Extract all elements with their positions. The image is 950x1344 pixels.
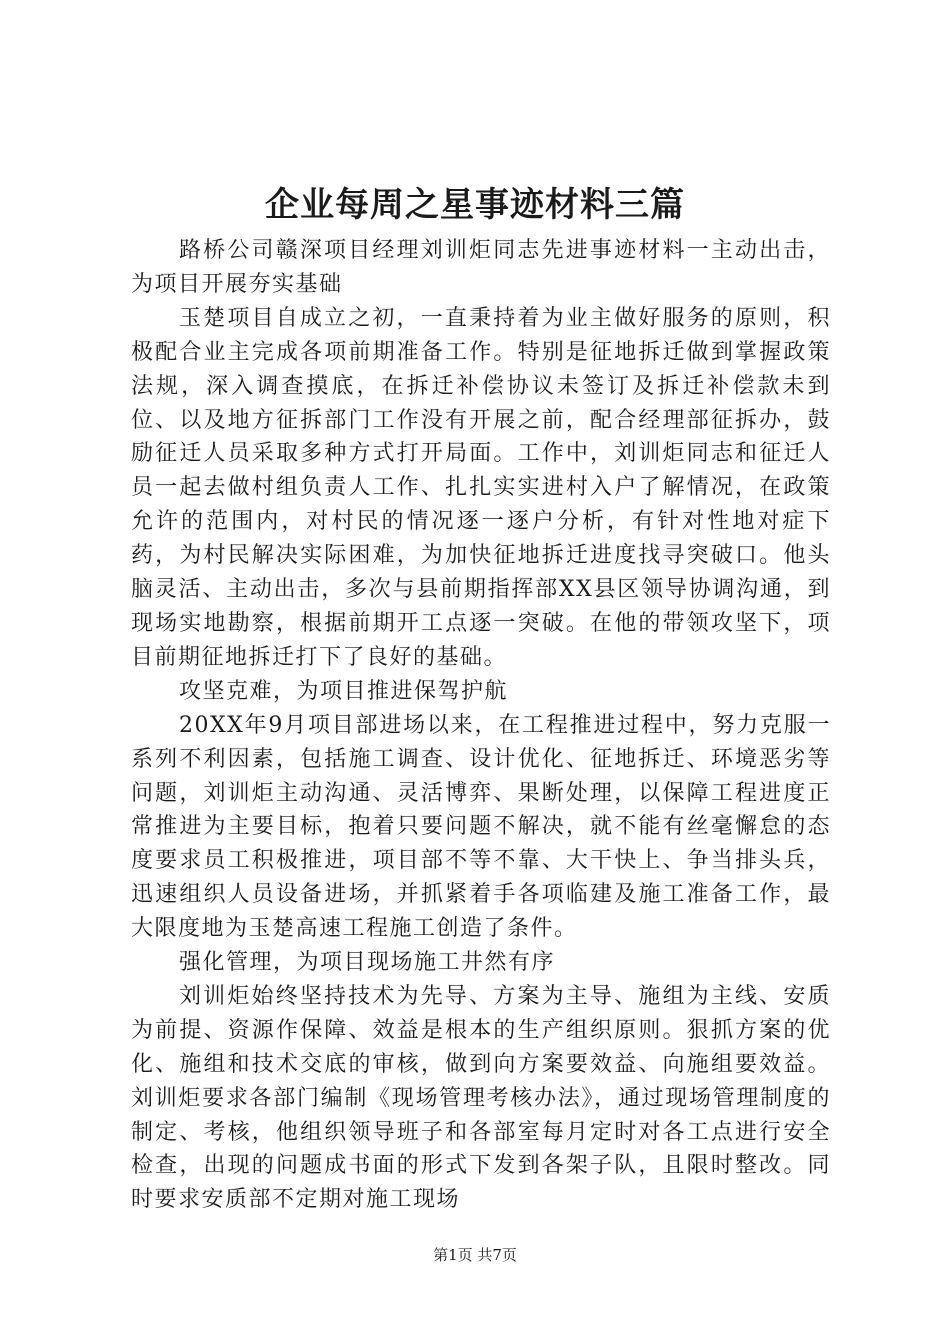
section-heading: 强化管理，为项目现场施工井然有序: [179, 950, 556, 976]
page-number: 第1页 共7页: [433, 1246, 517, 1264]
paragraph: 20XX年9月项目部进场以来，在工程推进过程中，努力克服一系列不利因素，包括施工调查、设计优化、征地拆迁、环境恶劣等问题，刘训炬主动沟通、灵活博弈、果断处理，以保障工程进度正常推进为主要目标，抱着只要问题不解决，就不能有丝毫懈怠的态度要求员工积极推进，项目部不等不靠、大干快上、争当排头兵，迅速组织人员设备进场，并抓紧着手各项临建及施工准备工作，最大限度地为玉楚高速工程施工创造了条件。: [131, 712, 831, 942]
paragraph: 玉楚项目自成立之初，一直秉持着为业主做好服务的原则，积极配合业主完成各项前期准备工作。特别是征地拆迁做到掌握政策法规，深入调查摸底，在拆迁补偿协议未签订及拆迁补偿款未到位、以及地方征拆部门工作没有开展之前，配合经理部征拆办，鼓励征迁人员采取多种方式打开局面。工作中，刘训炬同志和征迁人员一起去做村组负责人工作、扎扎实实进村入户了解情况，在政策允许的范围内，对村民的情况逐一逐户分析，有针对性地对症下药，为村民解决实际困难，为加快征地拆迁进度找寻突破口。他头脑灵活、主动出击，多次与县前期指挥部XX县区领导协调沟通，到现场实地勘察，根据前期开工点逐一突破。在他的带领攻坚下，项目前期征地拆迁打下了良好的基础。: [131, 305, 831, 670]
paragraph: 路桥公司赣深项目经理刘训炬同志先进事迹材料一主动出击，为项目开展夯实基础: [131, 238, 831, 297]
section-heading: 攻坚克难，为项目推进保驾护航: [179, 678, 509, 704]
document-body: [131, 234, 831, 1217]
document-title: 企业每周之星事迹材料三篇: [265, 185, 685, 225]
paragraph: 刘训炬始终坚持技术为先导、方案为主导、施组为主线、安质为前提、资源作保障、效益是根本的生产组织原则。狠抓方案的优化、施组和技术交底的审核，做到向方案要效益、向施组要效益。刘训炬要求各部门编制《现场管理考核办法》，通过现场管理制度的制定、考核，他组织领导班子和各部室每月定时对各工点进行安全检查，出现的问题成书面的形式下发到各架子队，且限时整改。同时要求安质部不定期对施工现场: [131, 983, 831, 1213]
